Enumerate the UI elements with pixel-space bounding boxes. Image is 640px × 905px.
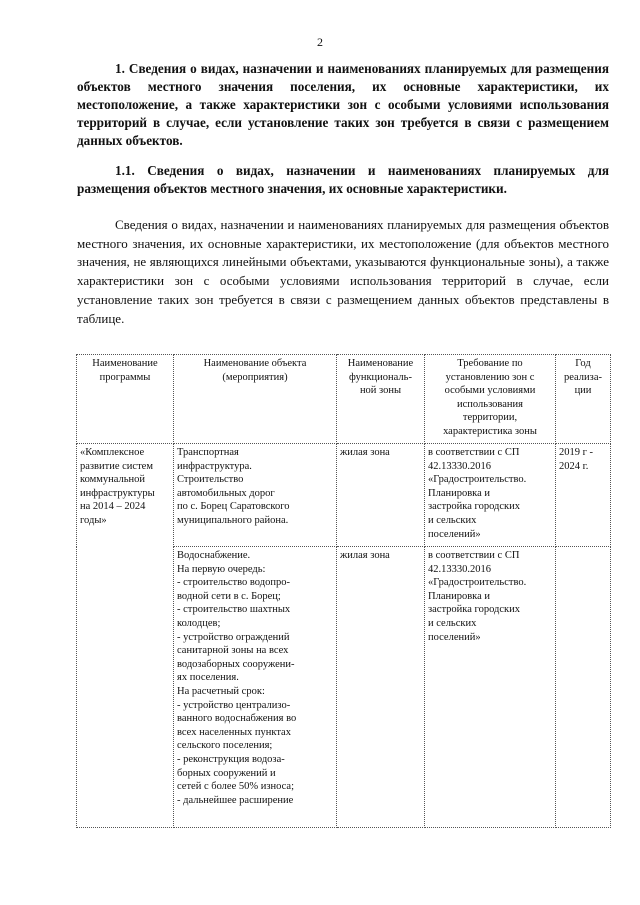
cell-line: - реконструкция водоза- xyxy=(177,753,285,765)
cell-line: Наименование xyxy=(347,358,414,369)
cell-line: поселений» xyxy=(428,631,481,643)
cell-line: На первую очередь: xyxy=(177,563,266,575)
cell-line: - устройство ограждений xyxy=(177,631,290,643)
cell-line: особыми условиями xyxy=(444,385,536,397)
cell-line: сетей с более 50% износа; xyxy=(177,781,295,793)
cell-line: водозаборных сооружени- xyxy=(177,658,295,670)
cell-line: - строительство водопро- xyxy=(177,577,290,589)
cell-line: 2024 г. xyxy=(559,460,589,472)
cell-line: характеристика зоны xyxy=(443,425,537,437)
object-cell xyxy=(174,547,337,828)
cell-line: инфраструктуры xyxy=(80,487,155,499)
header-object xyxy=(174,355,337,444)
cell-line: годы» xyxy=(80,514,107,526)
header-program xyxy=(77,355,174,444)
year-cell xyxy=(556,444,611,547)
cell-line: Водоснабжение. xyxy=(177,550,251,561)
cell-line: 2019 г - xyxy=(559,447,594,458)
cell-line: установлению зон с xyxy=(445,371,535,383)
cell-line: и сельских xyxy=(428,617,477,629)
year-cell xyxy=(556,547,611,828)
cell-line: Транспортная xyxy=(177,447,239,458)
cell-line: развитие систем xyxy=(80,460,153,472)
cell-line: колодцев; xyxy=(177,617,221,629)
zone-cell: жилая зона xyxy=(337,444,425,547)
cell-line: сельского поселения; xyxy=(177,740,273,752)
cell-line: борных сооружений и xyxy=(177,767,276,779)
cell-line: застройка городских xyxy=(428,501,520,513)
cell-line: Строительство xyxy=(177,474,244,486)
cell-line: «Градостроительство. xyxy=(428,474,527,486)
cell-line: ции xyxy=(574,385,592,397)
cell-line: по с. Борец Саратовского xyxy=(177,501,290,513)
cell-line: ванного водоснабжения во xyxy=(177,713,297,725)
cell-line: и сельских xyxy=(428,514,477,526)
cell-line: ной зоны xyxy=(359,385,402,397)
cell-line: «Градостроительство. xyxy=(428,577,527,589)
cell-line: - строительство шахтных xyxy=(177,604,291,616)
intro-paragraph: Сведения о видах, назначении и наименованиях планируемых для размещения объектов местного значения, их основные характеристики, их местоположение (для объектов местного значения, не являющихся линейными объектами, указываются функциональные зоны), а также характеристики зон с особыми условиями использования территорий в случае, если установление таких зон требуется в связи с размещением данных объектов представлены в таблице. xyxy=(77,217,609,326)
cell-line: Наименование объекта xyxy=(203,358,307,369)
cell-line: Требование по xyxy=(457,358,523,369)
cell-line: Год xyxy=(575,358,591,369)
table-header-row xyxy=(77,355,611,444)
cell-line: Планировка и xyxy=(428,487,491,499)
requirement-cell xyxy=(425,444,556,547)
cell-line: - дальнейшее расширение xyxy=(177,794,294,806)
cell-line: «Комплексное xyxy=(80,447,145,458)
cell-line: всех населенных пунктах xyxy=(177,726,291,738)
page-number: 2 xyxy=(317,35,323,49)
cell-line: - устройство централизо- xyxy=(177,699,291,711)
cell-line: Планировка и xyxy=(428,590,491,602)
cell-line: территории, xyxy=(462,412,518,424)
cell-line: застройка городских xyxy=(428,604,520,616)
cell-line: на 2014 – 2024 xyxy=(80,501,146,513)
requirement-cell xyxy=(425,547,556,828)
program-name-cell xyxy=(77,444,174,828)
cell-line: На расчетный срок: xyxy=(177,685,265,697)
cell-line: в соответствии с СП xyxy=(428,447,520,458)
cell-line: коммунальной xyxy=(80,474,146,486)
cell-line: в соответствии с СП xyxy=(428,550,520,561)
cell-line: функциональ- xyxy=(349,371,412,383)
cell-line: санитарной зоны на всех xyxy=(177,645,289,657)
cell-line: автомобильных дорог xyxy=(177,487,275,499)
cell-line: инфраструктура. xyxy=(177,460,252,472)
zone-cell: жилая зона xyxy=(337,547,425,828)
header-zone xyxy=(337,355,425,444)
section-heading-1-1: 1.1. Сведения о видах, назначении и наименованиях планируемых для размещения объектов местного значения, их основные характеристики. xyxy=(77,163,609,196)
cell-line: водной сети в с. Борец; xyxy=(177,590,281,602)
cell-line: (мероприятия) xyxy=(222,371,288,383)
cell-line: поселений» xyxy=(428,528,481,540)
cell-line: использования xyxy=(457,398,523,410)
section-heading-1: 1. Сведения о видах, назначении и наименованиях планируемых для размещения объектов местного значения поселения, их основные характеристики, их местоположение, а также характеристики зон с особыми условиями использования территорий в случае, если установление таких зон требуется в связи с размещением данных объектов. xyxy=(77,61,609,148)
header-requirement xyxy=(425,355,556,444)
cell-line: 42.13330.2016 xyxy=(428,460,491,472)
cell-line: 42.13330.2016 xyxy=(428,563,491,575)
objects-table xyxy=(76,354,611,828)
cell-line: реализа- xyxy=(564,371,602,383)
cell-line: муниципального района. xyxy=(177,514,289,526)
cell-line: Наименование xyxy=(92,358,158,369)
object-cell xyxy=(174,444,337,547)
table-row xyxy=(77,444,611,547)
cell-line: ях поселения. xyxy=(177,672,239,684)
cell-line: программы xyxy=(99,371,151,383)
header-year xyxy=(556,355,611,444)
